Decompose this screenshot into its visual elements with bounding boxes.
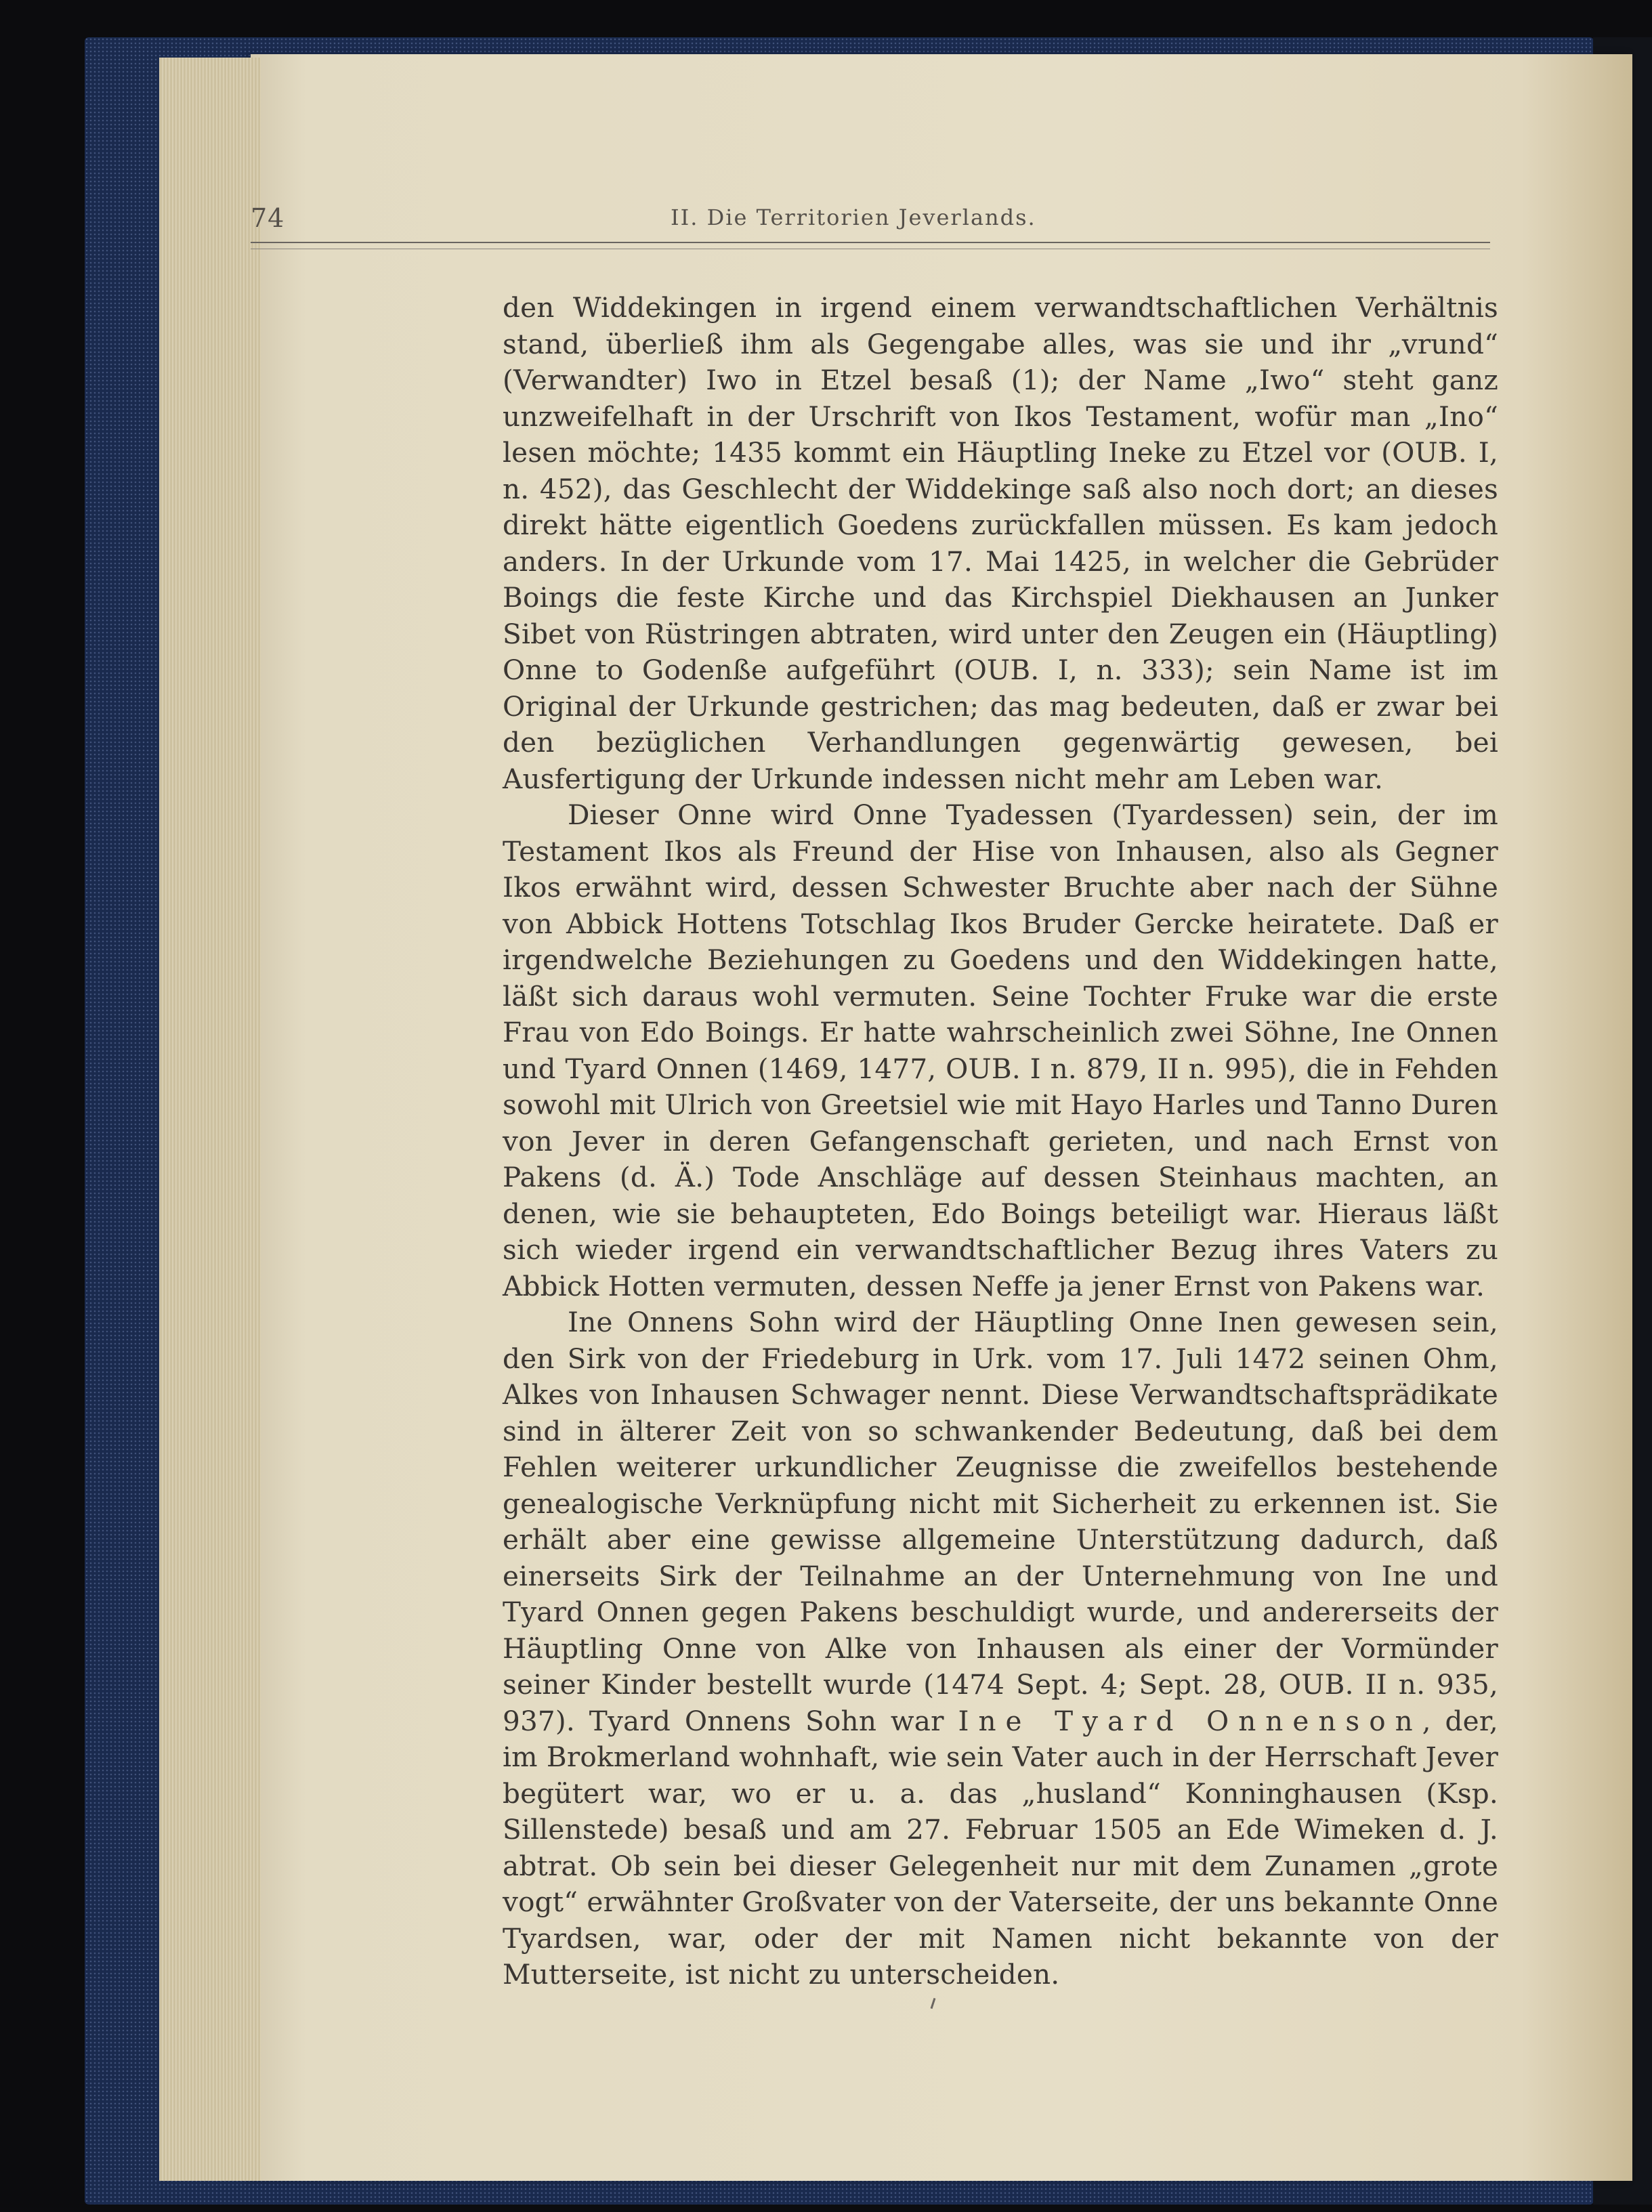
paragraph-1: den Widdekingen in irgend einem verwandtschaftlichen Verhältnis stand, überließ ihm als Gegengabe alles, was sie und ihr „vrund“ (Verwandter) Iwo in Etzel besaß (1); der Name „Iwo“ steht ganz unzweifelhaft in der Urschrift von Ikos Testament, wofür man „Ino“ lesen möchte; 1435 kommt ein Häuptling Ineke zu Etzel vor (OUB. I, n. 452), das Geschlecht der Widdekinge saß also noch dort; an dieses direkt hätte eigentlich Goedens zurückfallen müssen. Es kam jedoch anders. In der Urkunde vom 17. Mai 1425, in welcher die Gebrüder Boings die feste Kirche und das Kirchspiel Diekhausen an Junker Sibet von Rüstringen abtraten, wird unter den Zeugen ein (Häuptling) Onne to Godenße aufgeführt (OUB. I, n. 333); sein Name ist im Original der Urkunde gestrichen; das mag bedeuten, daß er zwar bei den bezüglichen Verhandlungen gegenwärtig gewesen, bei Ausfertigung der Urkunde indessen nicht mehr am Leben war. <box>503 291 1498 795</box>
paragraph-2: Dieser Onne wird Onne Tyadessen (Tyardessen) sein, der im Testament Ikos als Freund der Hise von Inhausen, also als Gegner Ikos erwähnt wird, dessen Schwester Bruchte aber nach der Sühne von Abbick Hottens Totschlag Ikos Bruder Gercke heiratete. Daß er irgendwelche Beziehungen zu Goedens und den Widdekingen hatte, läßt sich daraus wohl vermuten. Seine Tochter Fruke war die erste Frau von Edo Boings. Er hatte wahrscheinlich zwei Söhne, Ine Onnen und Tyard Onnen (1469, 1477, OUB. I n. 879, II n. 995), die in Fehden sowohl mit Ulrich von Greetsiel wie mit Hayo Harles und Tanno Duren von Jever in deren Gefangenschaft gerieten, und nach Ernst von Pakens (d. Ä.) Tode Anschläge auf dessen Steinhaus machten, an denen, wie sie behaupteten, Edo Boings beteiligt war. Hieraus läßt sich wieder irgend ein verwandtschaftlicher Bezug ihres Vaters zu Abbick Hotten vermuten, dessen Neffe ja jener Ernst von Pakens war. <box>503 799 1498 1302</box>
body-text <box>503 290 1498 1993</box>
paragraph-3-start: Ine Onnens Sohn wird der Häuptling Onne Inen gewesen sein, den Sirk von der Friedeburg in Urk. vom 17. Juli 1472 seinen Ohm, Alkes von Inhausen Schwager nennt. Diese Verwandtschaftsprädikate sind in älterer Zeit von so schwankender Bedeutung, daß bei dem Fehlen weiterer urkundlicher Zeugnisse die zweifellos bestehende genealogische Verknüpfung nicht mit Sicherheit zu erkennen ist. Sie erhält aber eine gewisse allgemeine Unterstützung dadurch, daß einerseits Sirk der Teilnahme an der Unternehmung von Ine und Tyard Onnen gegen Pakens beschuldigt wurde, und andererseits der Häuptling Onne von Alke von Inhausen als einer der Vormünder seiner Kinder bestellt wurde (1474 Sept. 4; Sept. 28, OUB. II n. 935, 937). Tyard Onnens Sohn war <box>503 1306 1498 1737</box>
paragraph-3-end: , der, im Brokmerland wohnhaft, wie sein Vater auch in der Herrschaft Jever begütert war, wo er u. a. das „husland“ Konninghausen (Ksp. Sillenstede) besaß und am 27. Februar 1505 an Ede Wimeken d. J. abtrat. Ob sein bei dieser Gelegenheit nur mit dem Zunamen „grote vogt“ erwähnter Großvater von der Vaterseite, der uns bekannte Onne Tyardsen, war, oder der mit Namen nicht bekannte von der Mutterseite, ist nicht zu unterscheiden. <box>503 1704 1498 1991</box>
page-edges <box>159 58 261 2181</box>
spaced-name: Ine Tyard Onnenson <box>958 1704 1422 1737</box>
header-rule <box>251 242 1490 249</box>
page-number: 74 <box>251 203 285 233</box>
running-head: II. Die Territorien Jeverlands. <box>671 205 1036 230</box>
page-header <box>251 203 1490 244</box>
paragraph-3 <box>503 1304 1498 1993</box>
